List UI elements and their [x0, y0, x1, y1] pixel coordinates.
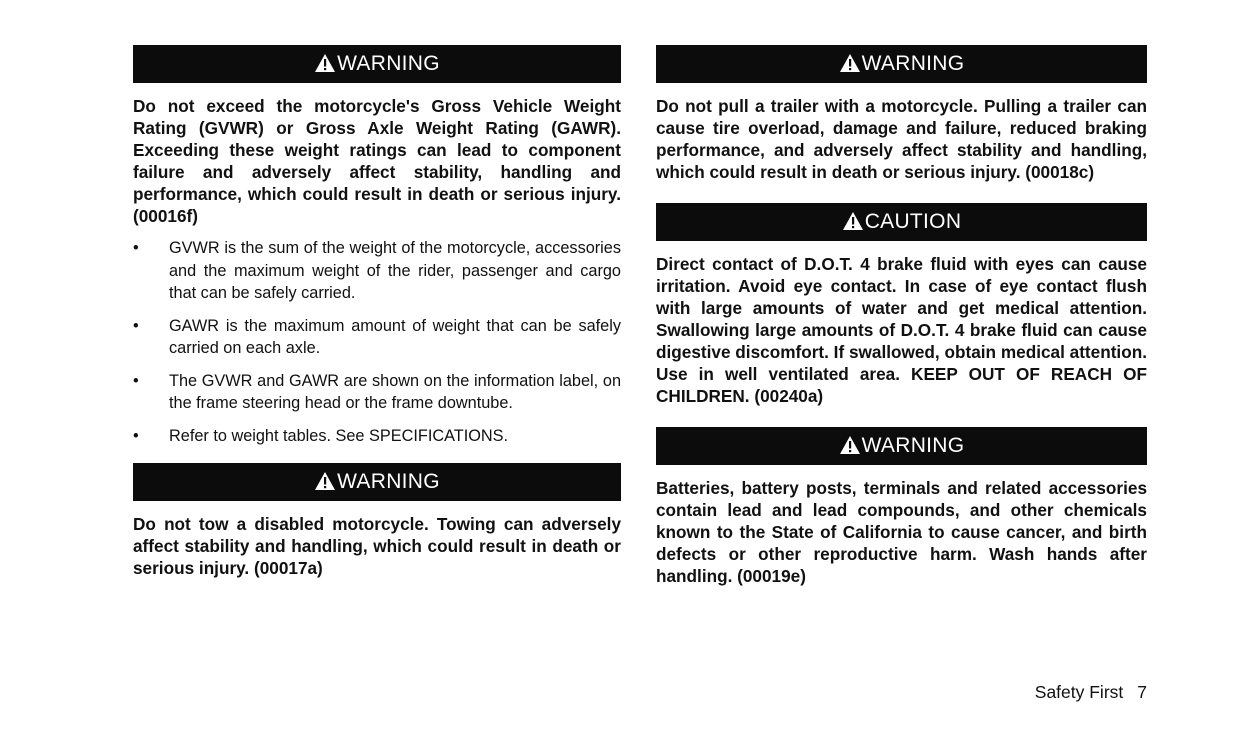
- warning-banner: [656, 45, 1147, 83]
- bullet-symbol: •: [133, 316, 139, 335]
- warning-banner: [133, 463, 621, 501]
- list-item: [133, 370, 621, 415]
- list-item: [133, 315, 621, 360]
- warning-label: WARNING: [337, 52, 440, 75]
- warning-text: Do not pull a trailer with a motorcycle. Pulling a trailer can cause tire overload, damage and failure, reduced braking performance, and adversely affect stability and handling, which could result in death or serious injury. (00018c): [656, 96, 1147, 182]
- list-item-text: The GVWR and GAWR are shown on the information label, on the frame steering head or the frame downtube.: [169, 371, 621, 412]
- warning-text: Do not tow a disabled motorcycle. Towing can adversely affect stability and handling, which could result in death or serious injury. (00017a): [133, 514, 621, 578]
- list-item-text: GAWR is the maximum amount of weight that can be safely carried on each axle.: [169, 316, 621, 357]
- caution-text: Direct contact of D.O.T. 4 brake fluid with eyes can cause irritation. Avoid eye contact. In case of eye contact flush with large amounts of water and get medical attention. Swallowing large amounts of D.O.T. 4 brake fluid can cause digestive discomfort. If swallowed, obtain medical attention. Use in well ventilated area. KEEP OUT OF REACH OF CHILDREN. (00240a): [656, 254, 1147, 406]
- bullet-list: [133, 237, 621, 447]
- caution-triangle-icon: [842, 211, 864, 231]
- footer-section-title: Safety First: [1034, 682, 1124, 702]
- bullet-symbol: •: [133, 371, 139, 390]
- warning-banner: [133, 45, 621, 83]
- warning-triangle-icon: [314, 471, 336, 491]
- warning-label: WARNING: [861, 52, 965, 75]
- list-item-text: GVWR is the sum of the weight of the motorcycle, accessories and the maximum weight of the rider, passenger and cargo that can be safely carried.: [169, 239, 621, 302]
- warning-text: Do not exceed the motorcycle's Gross Vehicle Weight Rating (GVWR) or Gross Axle Weight Rating (GAWR). Exceeding these weight ratings can lead to component failure and adversely affect stability, handling and performance, which could result in death or serious injury. (00016f): [133, 96, 621, 226]
- caution-banner: [656, 203, 1147, 241]
- warning-banner: [656, 427, 1147, 465]
- warning-text: Batteries, battery posts, terminals and related accessories contain lead and lead compounds, and other chemicals known to the State of California to cause cancer, and birth defects or other reproductive harm. Wash hands after handling. (00019e): [656, 478, 1147, 586]
- list-item: [133, 237, 621, 305]
- warning-label: WARNING: [861, 434, 965, 457]
- caution-label: CAUTION: [864, 210, 962, 233]
- right-column: [656, 45, 1147, 587]
- bullet-symbol: •: [133, 239, 139, 257]
- left-column: [133, 45, 621, 579]
- list-item: [133, 425, 621, 448]
- list-item-text: Refer to weight tables. See SPECIFICATIONS.: [169, 426, 509, 445]
- page-number: 7: [1137, 682, 1147, 702]
- bullet-symbol: •: [133, 426, 139, 445]
- warning-triangle-icon: [839, 435, 861, 455]
- page-footer: [1035, 682, 1147, 703]
- warning-triangle-icon: [839, 53, 861, 73]
- warning-triangle-icon: [314, 53, 336, 73]
- warning-label: WARNING: [337, 470, 440, 493]
